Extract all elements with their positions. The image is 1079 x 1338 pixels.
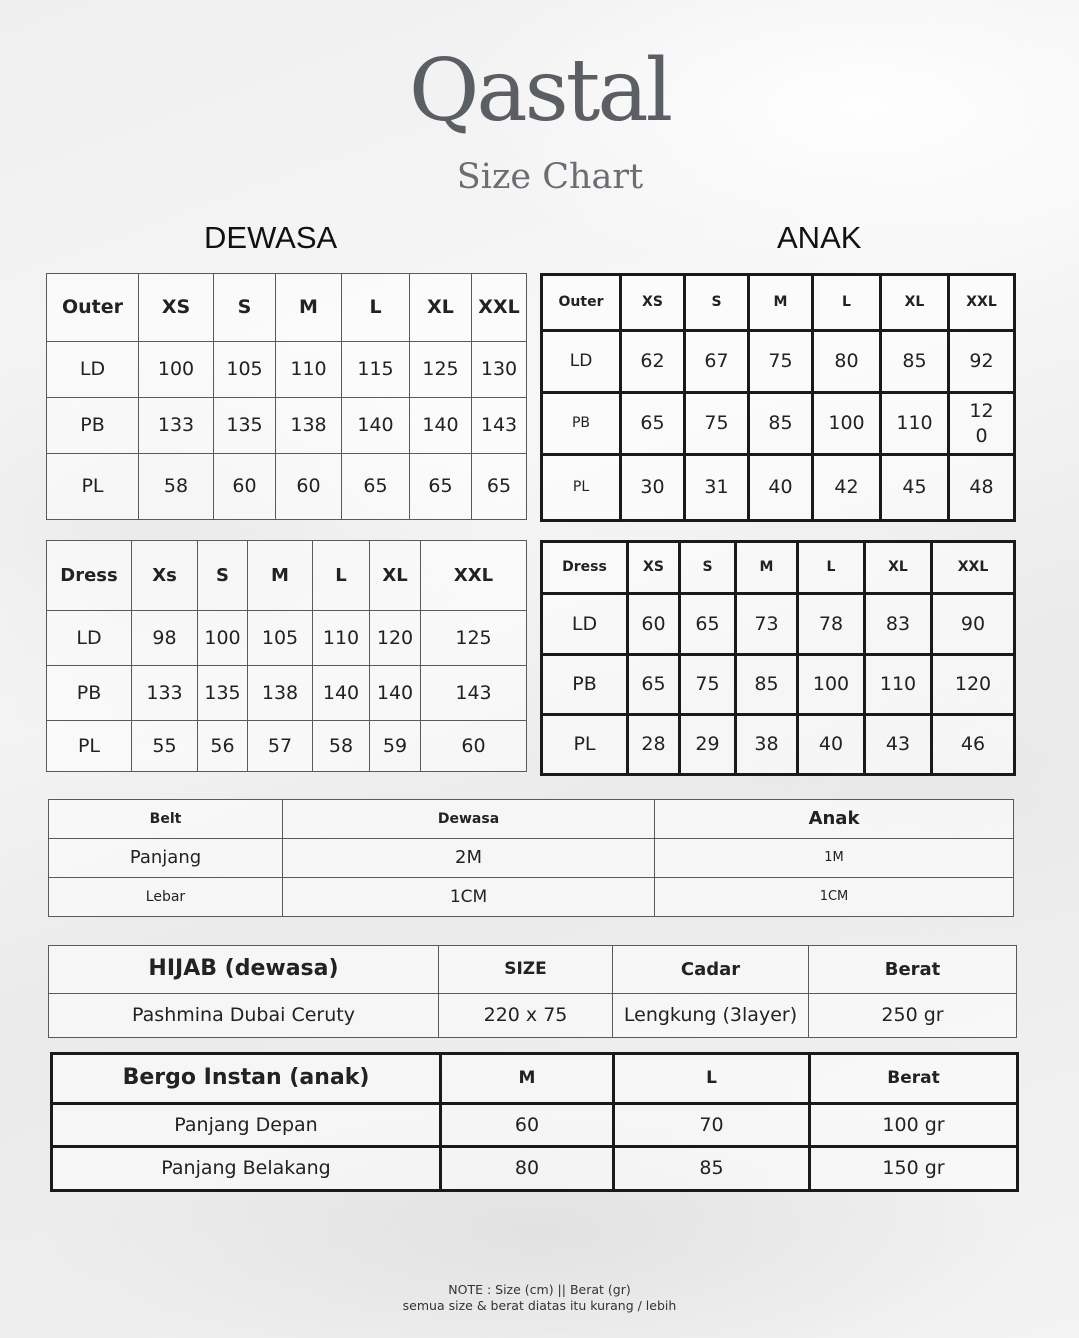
column-header-size: SIZE bbox=[439, 946, 613, 994]
table-cell: 42 bbox=[813, 455, 881, 521]
table-cell: 65 bbox=[621, 393, 685, 455]
table-cell: 143 bbox=[472, 398, 527, 454]
table-cell: 85 bbox=[736, 655, 798, 715]
table-row bbox=[542, 331, 1015, 393]
table-cell: 220 x 75 bbox=[439, 994, 613, 1038]
table-cell: 43 bbox=[865, 715, 932, 775]
table-cell: 1M bbox=[655, 839, 1014, 878]
column-header-berat: Berat bbox=[809, 946, 1017, 994]
row-label-pb: PB bbox=[47, 666, 132, 721]
table-cell: 40 bbox=[798, 715, 865, 775]
table-cell: 60 bbox=[214, 454, 276, 520]
table-cell: 65 bbox=[472, 454, 527, 520]
row-label-ld: LD bbox=[47, 342, 139, 398]
dewasa-outer-header-row bbox=[47, 274, 527, 342]
table-cell: 100 bbox=[798, 655, 865, 715]
anak-outer-header-row bbox=[542, 275, 1015, 331]
table-cell: 83 bbox=[865, 594, 932, 655]
table-cell: 75 bbox=[749, 331, 813, 393]
table-cell: 65 bbox=[342, 454, 410, 520]
table-cell: 48 bbox=[949, 455, 1015, 521]
table-cell: 90 bbox=[932, 594, 1015, 655]
table-cell: 105 bbox=[248, 611, 313, 666]
column-header-xl: XL bbox=[410, 274, 472, 342]
table-cell: 138 bbox=[248, 666, 313, 721]
table-cell: 70 bbox=[614, 1104, 810, 1147]
dewasa-dress-table bbox=[46, 540, 527, 772]
table-cell: 85 bbox=[614, 1147, 810, 1191]
table-cell: 78 bbox=[798, 594, 865, 655]
table-cell: 120 bbox=[370, 611, 421, 666]
table-cell: 62 bbox=[621, 331, 685, 393]
column-header-xl: XL bbox=[881, 275, 949, 331]
column-header-cadar: Cadar bbox=[613, 946, 809, 994]
table-cell: 143 bbox=[421, 666, 527, 721]
column-header-berat: Berat bbox=[810, 1054, 1018, 1104]
table-cell: 125 bbox=[421, 611, 527, 666]
table-cell: 140 bbox=[370, 666, 421, 721]
table-row bbox=[47, 454, 527, 520]
belt-header-row bbox=[49, 800, 1014, 839]
anak-dress-header-row bbox=[542, 542, 1015, 594]
column-header-xl: XL bbox=[370, 541, 421, 611]
column-header-anak: Anak bbox=[655, 800, 1014, 839]
table-cell: 58 bbox=[313, 721, 370, 772]
table-cell: 65 bbox=[628, 655, 680, 715]
table-row bbox=[542, 655, 1015, 715]
table-row bbox=[542, 455, 1015, 521]
table-row bbox=[49, 878, 1014, 917]
table-cell: Lengkung (3layer) bbox=[613, 994, 809, 1038]
column-header-s: S bbox=[214, 274, 276, 342]
table-cell: 110 bbox=[313, 611, 370, 666]
table-cell: 73 bbox=[736, 594, 798, 655]
column-header-xxl: XXL bbox=[932, 542, 1015, 594]
table-cell: 45 bbox=[881, 455, 949, 521]
column-header-outer: Outer bbox=[47, 274, 139, 342]
belt-table bbox=[48, 799, 1014, 917]
table-cell: 133 bbox=[139, 398, 214, 454]
dewasa-outer-table bbox=[46, 273, 527, 520]
row-label-pb: PB bbox=[542, 655, 628, 715]
table-cell: 55 bbox=[132, 721, 198, 772]
column-header-xs: XS bbox=[621, 275, 685, 331]
row-label-panjang: Panjang bbox=[49, 839, 283, 878]
column-header-bergo-instan-anak: Bergo Instan (anak) bbox=[52, 1054, 441, 1104]
column-header-l: L bbox=[813, 275, 881, 331]
table-row bbox=[47, 398, 527, 454]
table-cell: 65 bbox=[680, 594, 736, 655]
table-row bbox=[47, 721, 527, 772]
column-header-m: M bbox=[276, 274, 342, 342]
column-header-m: M bbox=[749, 275, 813, 331]
table-row bbox=[49, 994, 1017, 1038]
row-label-ld: LD bbox=[47, 611, 132, 666]
column-header-dress: Dress bbox=[47, 541, 132, 611]
column-header-xs: Xs bbox=[132, 541, 198, 611]
table-row bbox=[52, 1104, 1018, 1147]
column-header-m: M bbox=[736, 542, 798, 594]
dewasa-dress-header-row bbox=[47, 541, 527, 611]
brand-logo: Qastal bbox=[408, 41, 671, 141]
table-cell: 98 bbox=[132, 611, 198, 666]
table-cell: 140 bbox=[313, 666, 370, 721]
table-cell: 57 bbox=[248, 721, 313, 772]
table-cell: 92 bbox=[949, 331, 1015, 393]
column-header-s: S bbox=[198, 541, 248, 611]
bergo-table bbox=[50, 1052, 1019, 1192]
table-row bbox=[47, 611, 527, 666]
note-line-2: semua size & berat diatas itu kurang / lebih bbox=[402, 1298, 677, 1313]
table-row bbox=[542, 393, 1015, 455]
table-cell: 125 bbox=[410, 342, 472, 398]
table-cell: 1CM bbox=[655, 878, 1014, 917]
table-cell: 80 bbox=[813, 331, 881, 393]
table-cell: 30 bbox=[621, 455, 685, 521]
row-label-panjang-belakang: Panjang Belakang bbox=[52, 1147, 441, 1191]
column-header-dress: Dress bbox=[542, 542, 628, 594]
table-cell: 60 bbox=[276, 454, 342, 520]
table-cell: 140 bbox=[410, 398, 472, 454]
column-header-xxl: XXL bbox=[472, 274, 527, 342]
table-cell: 38 bbox=[736, 715, 798, 775]
table-row bbox=[542, 594, 1015, 655]
table-cell: 60 bbox=[421, 721, 527, 772]
table-cell: 12 0 bbox=[949, 393, 1015, 455]
bergo-header-row bbox=[52, 1054, 1018, 1104]
table-cell: 115 bbox=[342, 342, 410, 398]
table-cell: 105 bbox=[214, 342, 276, 398]
column-header-xs: XS bbox=[628, 542, 680, 594]
anak-outer-table bbox=[540, 273, 1016, 522]
table-cell: 65 bbox=[410, 454, 472, 520]
table-cell: 138 bbox=[276, 398, 342, 454]
table-cell: 29 bbox=[680, 715, 736, 775]
column-header-xxl: XXL bbox=[949, 275, 1015, 331]
page-subtitle: Size Chart bbox=[456, 157, 644, 197]
column-header-dewasa: Dewasa bbox=[283, 800, 655, 839]
column-header-outer: Outer bbox=[542, 275, 621, 331]
table-cell: 28 bbox=[628, 715, 680, 775]
row-label-ld: LD bbox=[542, 594, 628, 655]
row-label-pb: PB bbox=[542, 393, 621, 455]
column-header-m: M bbox=[248, 541, 313, 611]
row-label-lebar: Lebar bbox=[49, 878, 283, 917]
table-cell: 59 bbox=[370, 721, 421, 772]
table-cell: 110 bbox=[276, 342, 342, 398]
table-cell: 85 bbox=[749, 393, 813, 455]
column-header-xxl: XXL bbox=[421, 541, 527, 611]
row-label-pashmina-dubai-ceruty: Pashmina Dubai Ceruty bbox=[49, 994, 439, 1038]
column-header-l: L bbox=[313, 541, 370, 611]
table-cell: 120 bbox=[932, 655, 1015, 715]
table-cell: 1CM bbox=[283, 878, 655, 917]
table-row bbox=[47, 342, 527, 398]
table-cell: 130 bbox=[472, 342, 527, 398]
table-row bbox=[49, 839, 1014, 878]
anak-dress-table bbox=[540, 540, 1016, 776]
column-header-m: M bbox=[441, 1054, 614, 1104]
table-cell: 58 bbox=[139, 454, 214, 520]
row-label-pl: PL bbox=[542, 455, 621, 521]
section-title-dewasa: DEWASA bbox=[204, 220, 338, 255]
table-cell: 100 bbox=[139, 342, 214, 398]
table-cell: 67 bbox=[685, 331, 749, 393]
column-header-l: L bbox=[798, 542, 865, 594]
column-header-hijab-dewasa: HIJAB (dewasa) bbox=[49, 946, 439, 994]
table-cell: 56 bbox=[198, 721, 248, 772]
row-label-pb: PB bbox=[47, 398, 139, 454]
column-header-s: S bbox=[680, 542, 736, 594]
note-line-1: NOTE : Size (cm) || Berat (gr) bbox=[448, 1282, 631, 1297]
table-cell: 250 gr bbox=[809, 994, 1017, 1038]
table-cell: 46 bbox=[932, 715, 1015, 775]
column-header-xl: XL bbox=[865, 542, 932, 594]
table-cell: 100 gr bbox=[810, 1104, 1018, 1147]
column-header-s: S bbox=[685, 275, 749, 331]
table-cell: 110 bbox=[865, 655, 932, 715]
table-cell: 100 bbox=[198, 611, 248, 666]
row-label-ld: LD bbox=[542, 331, 621, 393]
column-header-l: L bbox=[614, 1054, 810, 1104]
table-cell: 60 bbox=[628, 594, 680, 655]
hijab-header-row bbox=[49, 946, 1017, 994]
row-label-pl: PL bbox=[542, 715, 628, 775]
table-cell: 133 bbox=[132, 666, 198, 721]
section-title-anak: ANAK bbox=[777, 220, 862, 255]
table-cell: 140 bbox=[342, 398, 410, 454]
table-row bbox=[52, 1147, 1018, 1191]
row-label-pl: PL bbox=[47, 721, 132, 772]
table-cell: 80 bbox=[441, 1147, 614, 1191]
table-cell: 150 gr bbox=[810, 1147, 1018, 1191]
table-cell: 40 bbox=[749, 455, 813, 521]
table-row bbox=[47, 666, 527, 721]
table-cell: 75 bbox=[680, 655, 736, 715]
row-label-pl: PL bbox=[47, 454, 139, 520]
table-cell: 135 bbox=[198, 666, 248, 721]
table-row bbox=[542, 715, 1015, 775]
table-cell: 135 bbox=[214, 398, 276, 454]
table-cell: 110 bbox=[881, 393, 949, 455]
column-header-l: L bbox=[342, 274, 410, 342]
table-cell: 60 bbox=[441, 1104, 614, 1147]
table-cell: 85 bbox=[881, 331, 949, 393]
column-header-belt: Belt bbox=[49, 800, 283, 839]
table-cell: 31 bbox=[685, 455, 749, 521]
column-header-xs: XS bbox=[139, 274, 214, 342]
table-cell: 100 bbox=[813, 393, 881, 455]
hijab-table bbox=[48, 945, 1017, 1038]
table-cell: 75 bbox=[685, 393, 749, 455]
table-cell: 2M bbox=[283, 839, 655, 878]
row-label-panjang-depan: Panjang Depan bbox=[52, 1104, 441, 1147]
